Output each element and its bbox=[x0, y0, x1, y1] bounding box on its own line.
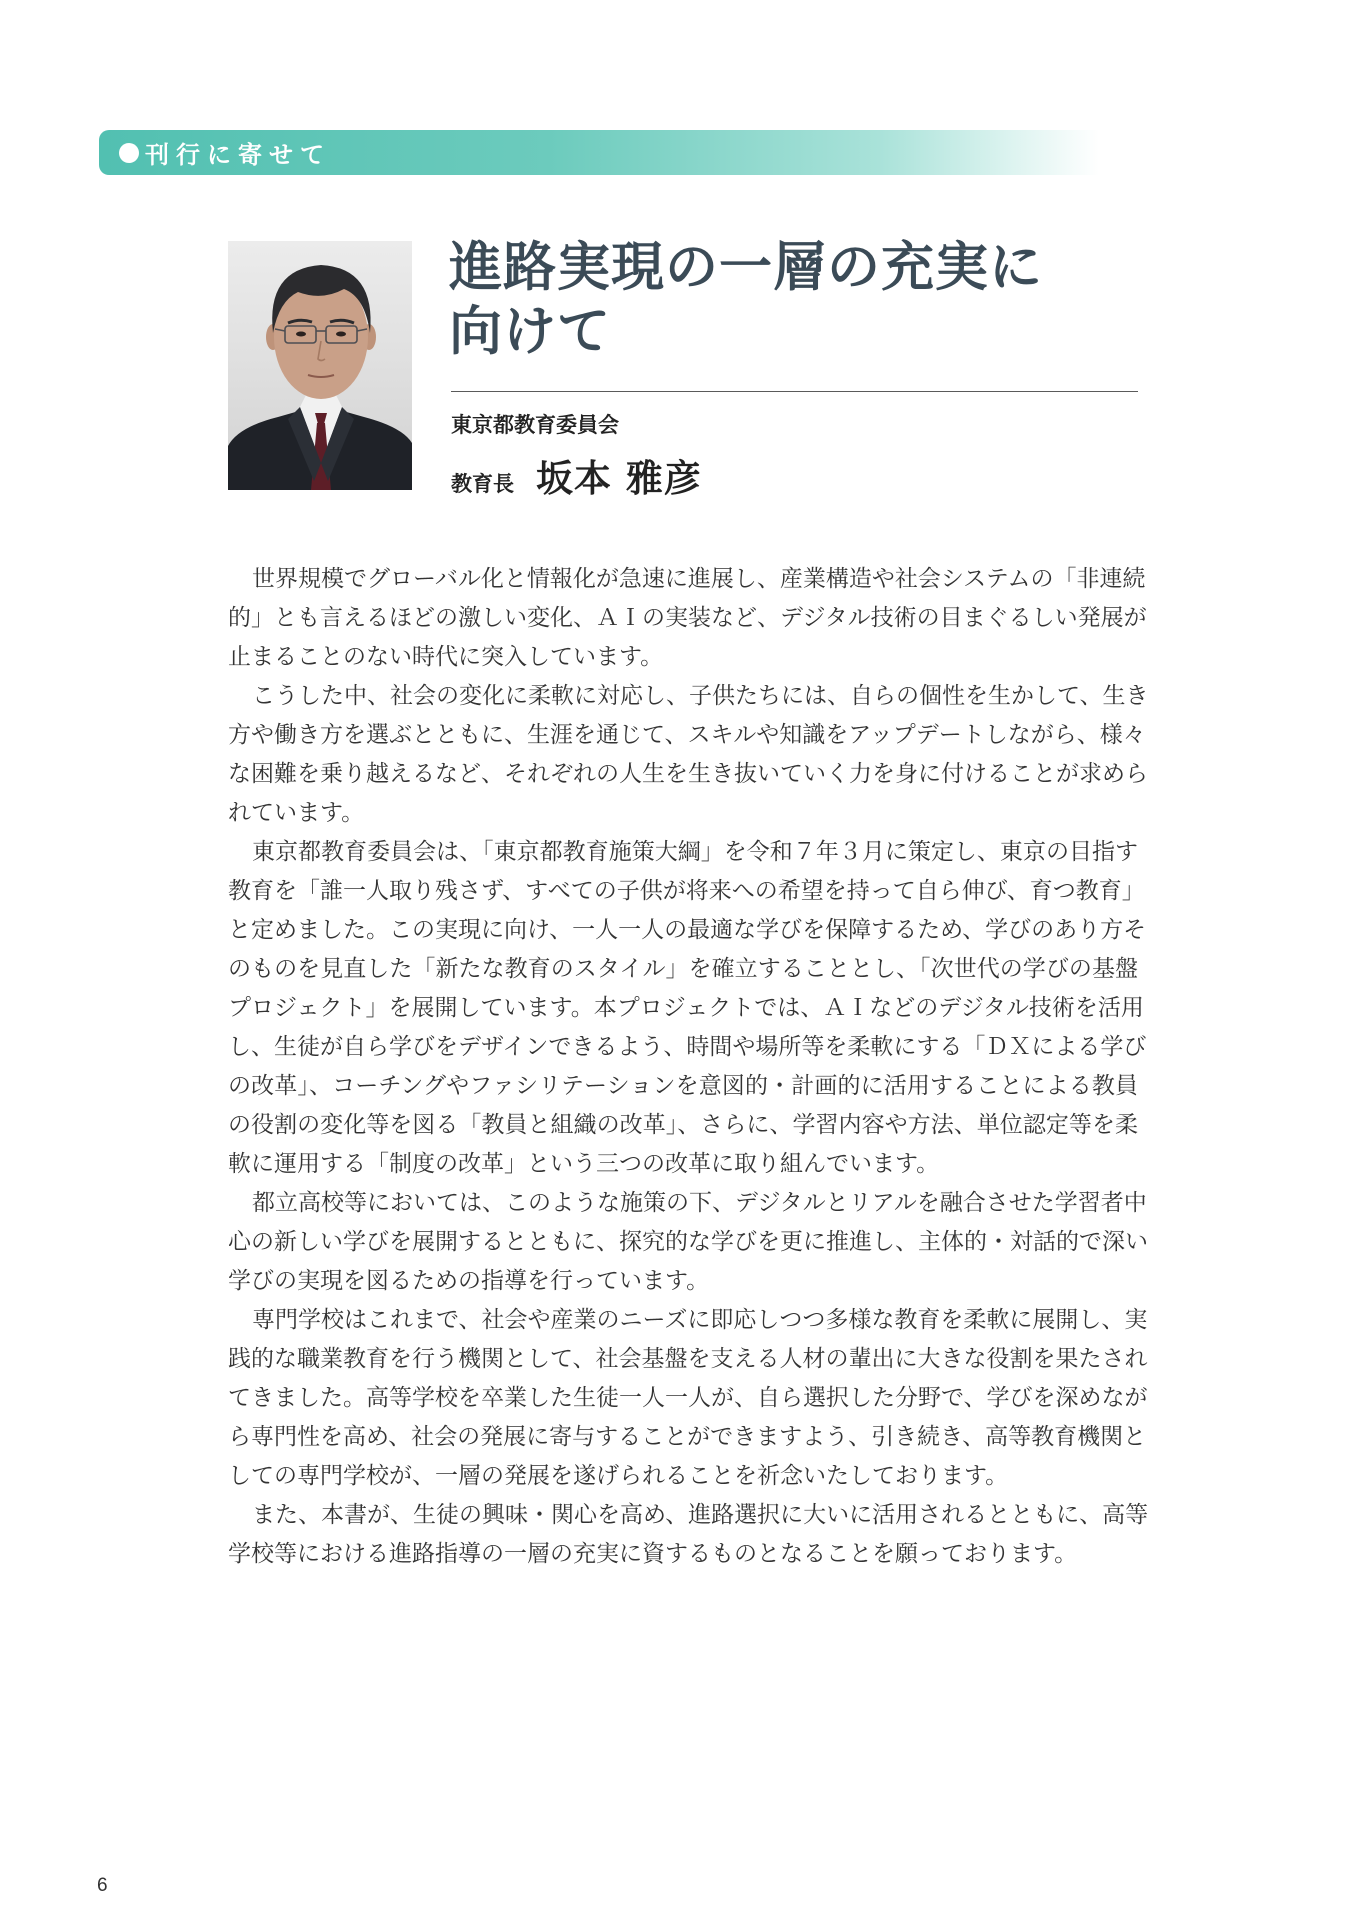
author-photo bbox=[228, 241, 412, 490]
bullet-icon bbox=[119, 143, 139, 163]
page-title bbox=[449, 236, 1149, 364]
body-line: 学びの実現を図るための指導を行っています。 bbox=[228, 1268, 710, 1294]
body-line: また、本書が、生徒の興味・関心を高め、進路選択に大いに活用されるとともに、高等 bbox=[252, 1502, 1149, 1528]
author-position: 教育長 bbox=[451, 472, 514, 496]
body-line: 学校等における進路指導の一層の充実に資するものとなることを願っております。 bbox=[228, 1541, 1078, 1567]
body-line: な困難を乗り越えるなど、それぞれの人生を生き抜いていく力を身に付けることが求めら bbox=[228, 761, 1148, 787]
body-text bbox=[228, 560, 1149, 1574]
body-line: 教育を「誰一人取り残さず、すべての子供が将来への希望を持って自ら伸び、育つ教育」 bbox=[228, 878, 1145, 904]
body-line: こうした中、社会の変化に柔軟に対応し、子供たちには、自らの個性を生かして、生き bbox=[252, 683, 1149, 709]
body-line: し、生徒が自ら学びをデザインできるよう、時間や場所等を柔軟にする「ＤＸによる学び bbox=[228, 1034, 1147, 1060]
body-line: 都立高校等においては、このような施策の下、デジタルとリアルを融合させた学習者中 bbox=[252, 1190, 1147, 1216]
body-line: のものを見直した「新たな教育のスタイル」を確立することとし、「次世代の学びの基盤 bbox=[228, 956, 1138, 982]
body-line: プロジェクト」を展開しています。本プロジェクトでは、ＡＩなどのデジタル技術を活用 bbox=[228, 995, 1144, 1021]
author-name: 坂本 雅彦 bbox=[536, 457, 702, 500]
body-line: ら専門性を高め、社会の発展に寄与することができますよう、引き続き、高等教育機関と bbox=[228, 1424, 1147, 1450]
body-line: 世界規模でグローバル化と情報化が急速に進展し、産業構造や社会システムの「非連続 bbox=[252, 566, 1146, 592]
page-title-line: 向けて bbox=[449, 301, 611, 362]
body-line: の役割の変化等を図る「教員と組織の改革」、さらに、学習内容や方法、単位認定等を柔 bbox=[228, 1112, 1138, 1138]
author-line bbox=[451, 448, 702, 498]
body-line: 止まることのない時代に突入しています。 bbox=[228, 644, 664, 670]
author-organization: 東京都教育委員会 bbox=[451, 413, 619, 437]
body-line: 方や働き方を選ぶとともに、生涯を通じて、スキルや知識をアップデートしながら、様々 bbox=[228, 722, 1146, 748]
section-banner bbox=[99, 130, 1099, 175]
body-line: 的」とも言えるほどの激しい変化、ＡＩの実装など、デジタル技術の目まぐるしい発展が bbox=[228, 605, 1147, 631]
page-number: 6 bbox=[97, 1875, 108, 1896]
body-line: 心の新しい学びを展開するとともに、探究的な学びを更に推進し、主体的・対話的で深い bbox=[228, 1229, 1148, 1255]
body-line: しての専門学校が、一層の発展を遂げられることを祈念いたしております。 bbox=[228, 1463, 1009, 1489]
body-line: 践的な職業教育を行う機関として、社会基盤を支える人材の輩出に大きな役割を果たされ bbox=[228, 1346, 1148, 1372]
body-line: 専門学校はこれまで、社会や産業のニーズに即応しつつ多様な教育を柔軟に展開し、実 bbox=[252, 1307, 1148, 1333]
body-line: 軟に運用する「制度の改革」という三つの改革に取り組んでいます。 bbox=[228, 1151, 940, 1177]
section-label: 刊行に寄せて bbox=[145, 141, 331, 169]
title-divider bbox=[451, 391, 1138, 392]
body-line: と定めました。この実現に向け、一人一人の最適な学びを保障するため、学びのあり方そ bbox=[228, 917, 1147, 943]
body-line: れています。 bbox=[228, 800, 365, 826]
body-line: 東京都教育委員会は、「東京都教育施策大綱」を令和７年３月に策定し、東京の目指す bbox=[252, 839, 1138, 865]
body-line: の改革」、コーチングやファシリテーションを意図的・計画的に活用することによる教員 bbox=[228, 1073, 1138, 1099]
body-line: てきました。高等学校を卒業した生徒一人一人が、自ら選択した分野で、学びを深めなが bbox=[228, 1385, 1148, 1411]
page-title-line: 進路実現の一層の充実に bbox=[449, 237, 1043, 298]
